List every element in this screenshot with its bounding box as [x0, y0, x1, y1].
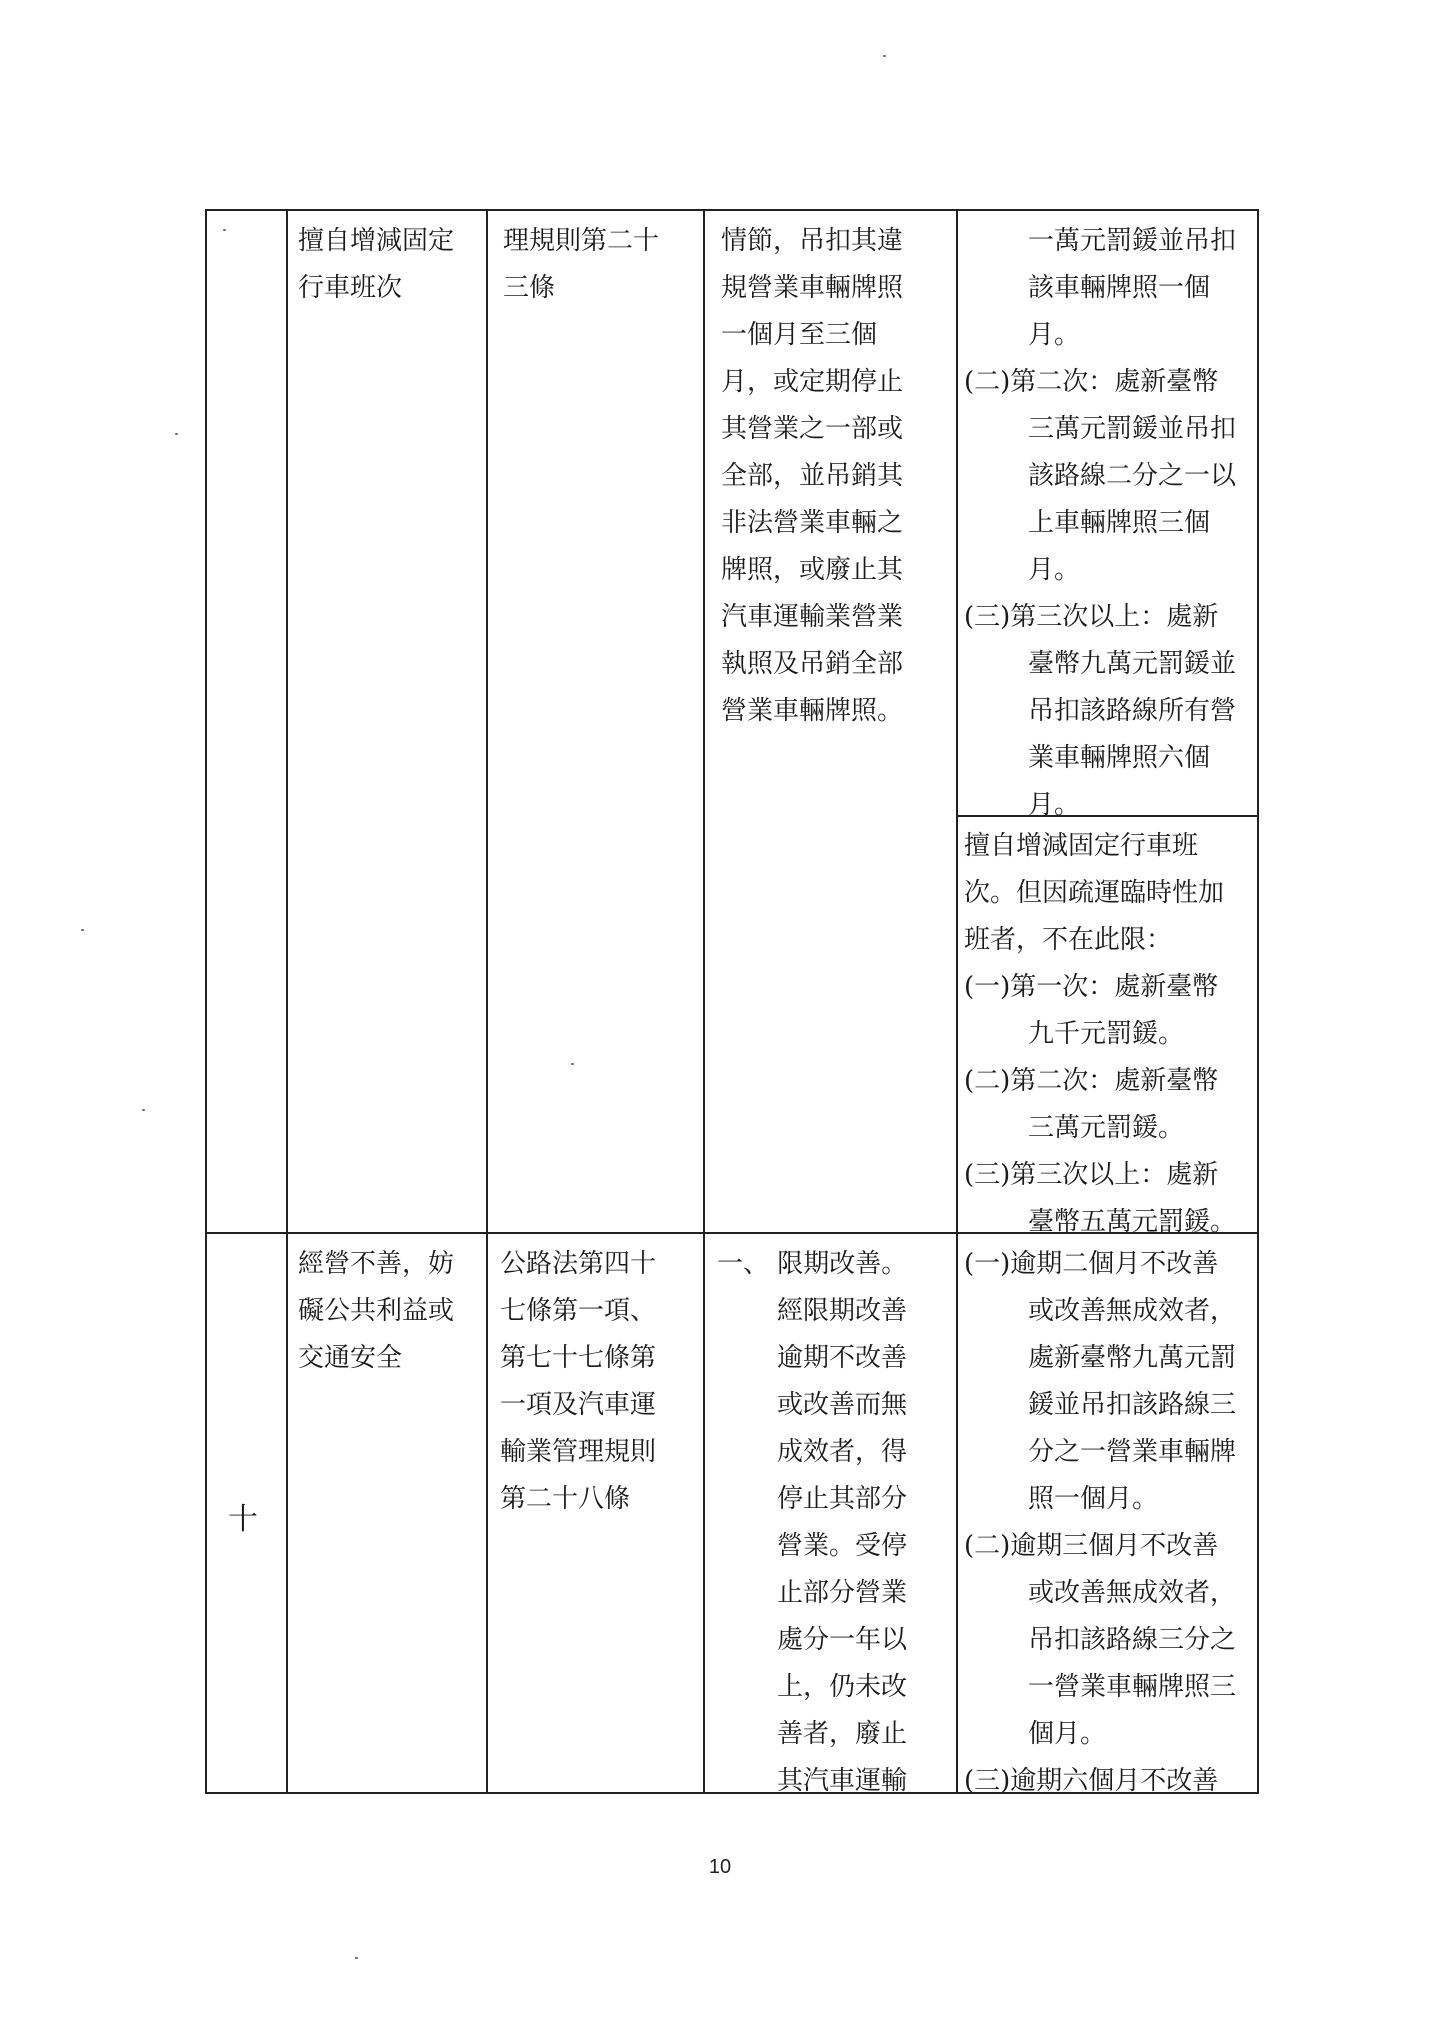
- scan-speck: [81, 929, 84, 931]
- ten-standard-line: 或改善無成效者，: [1028, 1296, 1237, 1326]
- ten-standard-line: (二)逾期三個月不改善: [964, 1531, 1219, 1561]
- ten-law-line: 第七十七條第: [500, 1343, 657, 1373]
- ten-standard-line: 鍰並吊扣該路線三: [1028, 1390, 1237, 1420]
- page-number: 10: [708, 1856, 732, 1878]
- prev-law-line: 理規則第二十: [503, 226, 660, 256]
- ten-standard-line: 一營業車輛牌照三: [1028, 1672, 1237, 1702]
- prev-standard-line: 月。: [1028, 320, 1081, 350]
- ten-penalty-line: 上，仍未改: [777, 1672, 908, 1702]
- prev-statutory-penalty-cell: [721, 218, 903, 735]
- prev-standard-cell-b: [964, 823, 1236, 1246]
- ten-standard-cell: [964, 1241, 1236, 1805]
- ten-standard-line: 個月。: [1028, 1719, 1107, 1749]
- ten-penalty-line: 其汽車運輸: [777, 1766, 908, 1796]
- ten-law-line: 第二十八條: [500, 1484, 631, 1514]
- ten-item-cell: [298, 1241, 454, 1382]
- ten-law-line: 輸業管理規則: [500, 1437, 657, 1467]
- prev-penalty-line: 月，或定期停止: [721, 367, 904, 397]
- ten-standard-line: 分之一營業車輛牌: [1028, 1437, 1237, 1467]
- prev-penalty-line: 執照及吊銷全部: [721, 649, 904, 679]
- ten-penalty-line: 或改善而無: [777, 1390, 908, 1420]
- ten-law-line: 公路法第四十: [500, 1249, 657, 1279]
- column-divider-1: [286, 209, 288, 1794]
- prev-penalty-line: 情節，吊扣其違: [721, 226, 904, 256]
- prev-item-line: 擅自增減固定: [298, 226, 455, 256]
- ten-law-cell: [500, 1241, 656, 1523]
- ten-penalty-line: 止部分營業: [777, 1578, 908, 1608]
- prev-standard-line: 一萬元罰鍰並吊扣: [1028, 226, 1237, 256]
- prev-penalty-line: 營業車輛牌照。: [721, 696, 904, 726]
- prev-item-line: 行車班次: [298, 273, 403, 303]
- ten-penalty-line: 經限期改善: [777, 1296, 908, 1326]
- ten-standard-line: 照一個月。: [1028, 1484, 1159, 1514]
- prev-standard-b-line: 班者，不在此限：: [964, 925, 1173, 955]
- prev-standard-line: 月。: [1028, 555, 1081, 585]
- prev-standard-line: 上車輛牌照三個: [1028, 508, 1211, 538]
- prev-standard-b-line: 三萬元罰鍰。: [1028, 1113, 1185, 1143]
- prev-standard-b-line: 九千元罰鍰。: [1028, 1019, 1185, 1049]
- ten-standard-line: (三)逾期六個月不改善: [964, 1766, 1219, 1796]
- prev-item-cell: [298, 218, 454, 312]
- prev-standard-line: 月。: [1028, 790, 1081, 820]
- scan-speck: [883, 55, 886, 57]
- column-divider-2: [486, 209, 488, 1794]
- prev-law-cell: [503, 218, 659, 312]
- table-right-border: [1257, 209, 1259, 1794]
- column-divider-3: [703, 209, 705, 1794]
- ten-penalty-line: 善者，廢止: [777, 1719, 908, 1749]
- prev-standard-b-line: (二)第二次：處新臺幣: [964, 1066, 1219, 1096]
- ten-standard-line: (一)逾期二個月不改善: [964, 1249, 1219, 1279]
- row-number: 十: [228, 1502, 258, 1537]
- prev-penalty-line: 全部，並吊銷其: [721, 461, 904, 491]
- ten-penalty-line: 停止其部分: [777, 1484, 908, 1514]
- ten-item-line: 交通安全: [298, 1343, 403, 1373]
- column-divider-4: [956, 209, 958, 1794]
- prev-law-line: 三條: [503, 273, 556, 303]
- prev-standard-b-line: 臺幣五萬元罰鍰。: [1028, 1207, 1237, 1237]
- scan-speck: [175, 433, 178, 435]
- ten-standard-line: 吊扣該路線三分之: [1028, 1625, 1237, 1655]
- ten-item-line: 經營不善，妨: [298, 1249, 455, 1279]
- prev-standard-b-line: (一)第一次：處新臺幣: [964, 972, 1219, 1002]
- prev-standard-cell-a: [964, 218, 1236, 829]
- prev-penalty-line: 其營業之一部或: [721, 414, 904, 444]
- prev-standard-line: (二)第二次：處新臺幣: [964, 367, 1219, 397]
- ten-law-line: 一項及汽車運: [500, 1390, 657, 1420]
- prev-standard-line: 臺幣九萬元罰鍰並: [1028, 649, 1237, 679]
- prev-penalty-line: 規營業車輛牌照: [721, 273, 904, 303]
- ten-law-line: 七條第一項、: [500, 1296, 657, 1326]
- ten-penalty-line: 處分一年以: [777, 1625, 908, 1655]
- table-left-border: [205, 209, 207, 1794]
- table-top-border: [205, 209, 1259, 211]
- scan-speck: [223, 229, 226, 231]
- prev-standard-b-line: 擅自增減固定行車班: [964, 831, 1199, 861]
- prev-standard-line: 業車輛牌照六個: [1028, 743, 1211, 773]
- ten-standard-line: 或改善無成效者，: [1028, 1578, 1237, 1608]
- ten-statutory-penalty-cell: [717, 1241, 907, 1805]
- scan-speck: [142, 1109, 145, 1111]
- prev-penalty-line: 牌照，或廢止其: [721, 555, 904, 585]
- prev-standard-line: 三萬元罰鍰並吊扣: [1028, 414, 1237, 444]
- prev-penalty-line: 汽車運輸業營業: [721, 602, 904, 632]
- ten-penalty-line: 逾期不改善: [777, 1343, 908, 1373]
- prev-standard-line: (三)第三次以上：處新: [964, 602, 1219, 632]
- scan-speck: [355, 1957, 358, 1959]
- ten-penalty-line: 一、 限期改善。: [717, 1249, 908, 1279]
- ten-penalty-line: 成效者，得: [777, 1437, 908, 1467]
- scan-speck: [571, 1063, 574, 1065]
- ten-penalty-line: 營業。受停: [777, 1531, 908, 1561]
- ten-standard-line: 處新臺幣九萬元罰: [1028, 1343, 1237, 1373]
- prev-penalty-line: 非法營業車輛之: [721, 508, 904, 538]
- prev-standard-line: 該路線二分之一以: [1028, 461, 1237, 491]
- ten-item-line: 礙公共利益或: [298, 1296, 455, 1326]
- prev-standard-line: 該車輛牌照一個: [1028, 273, 1211, 303]
- prev-standard-b-line: 次。但因疏運臨時性加: [964, 878, 1225, 908]
- prev-standard-line: 吊扣該路線所有營: [1028, 696, 1237, 726]
- prev-penalty-line: 一個月至三個: [721, 320, 878, 350]
- prev-standard-b-line: (三)第三次以上：處新: [964, 1160, 1219, 1190]
